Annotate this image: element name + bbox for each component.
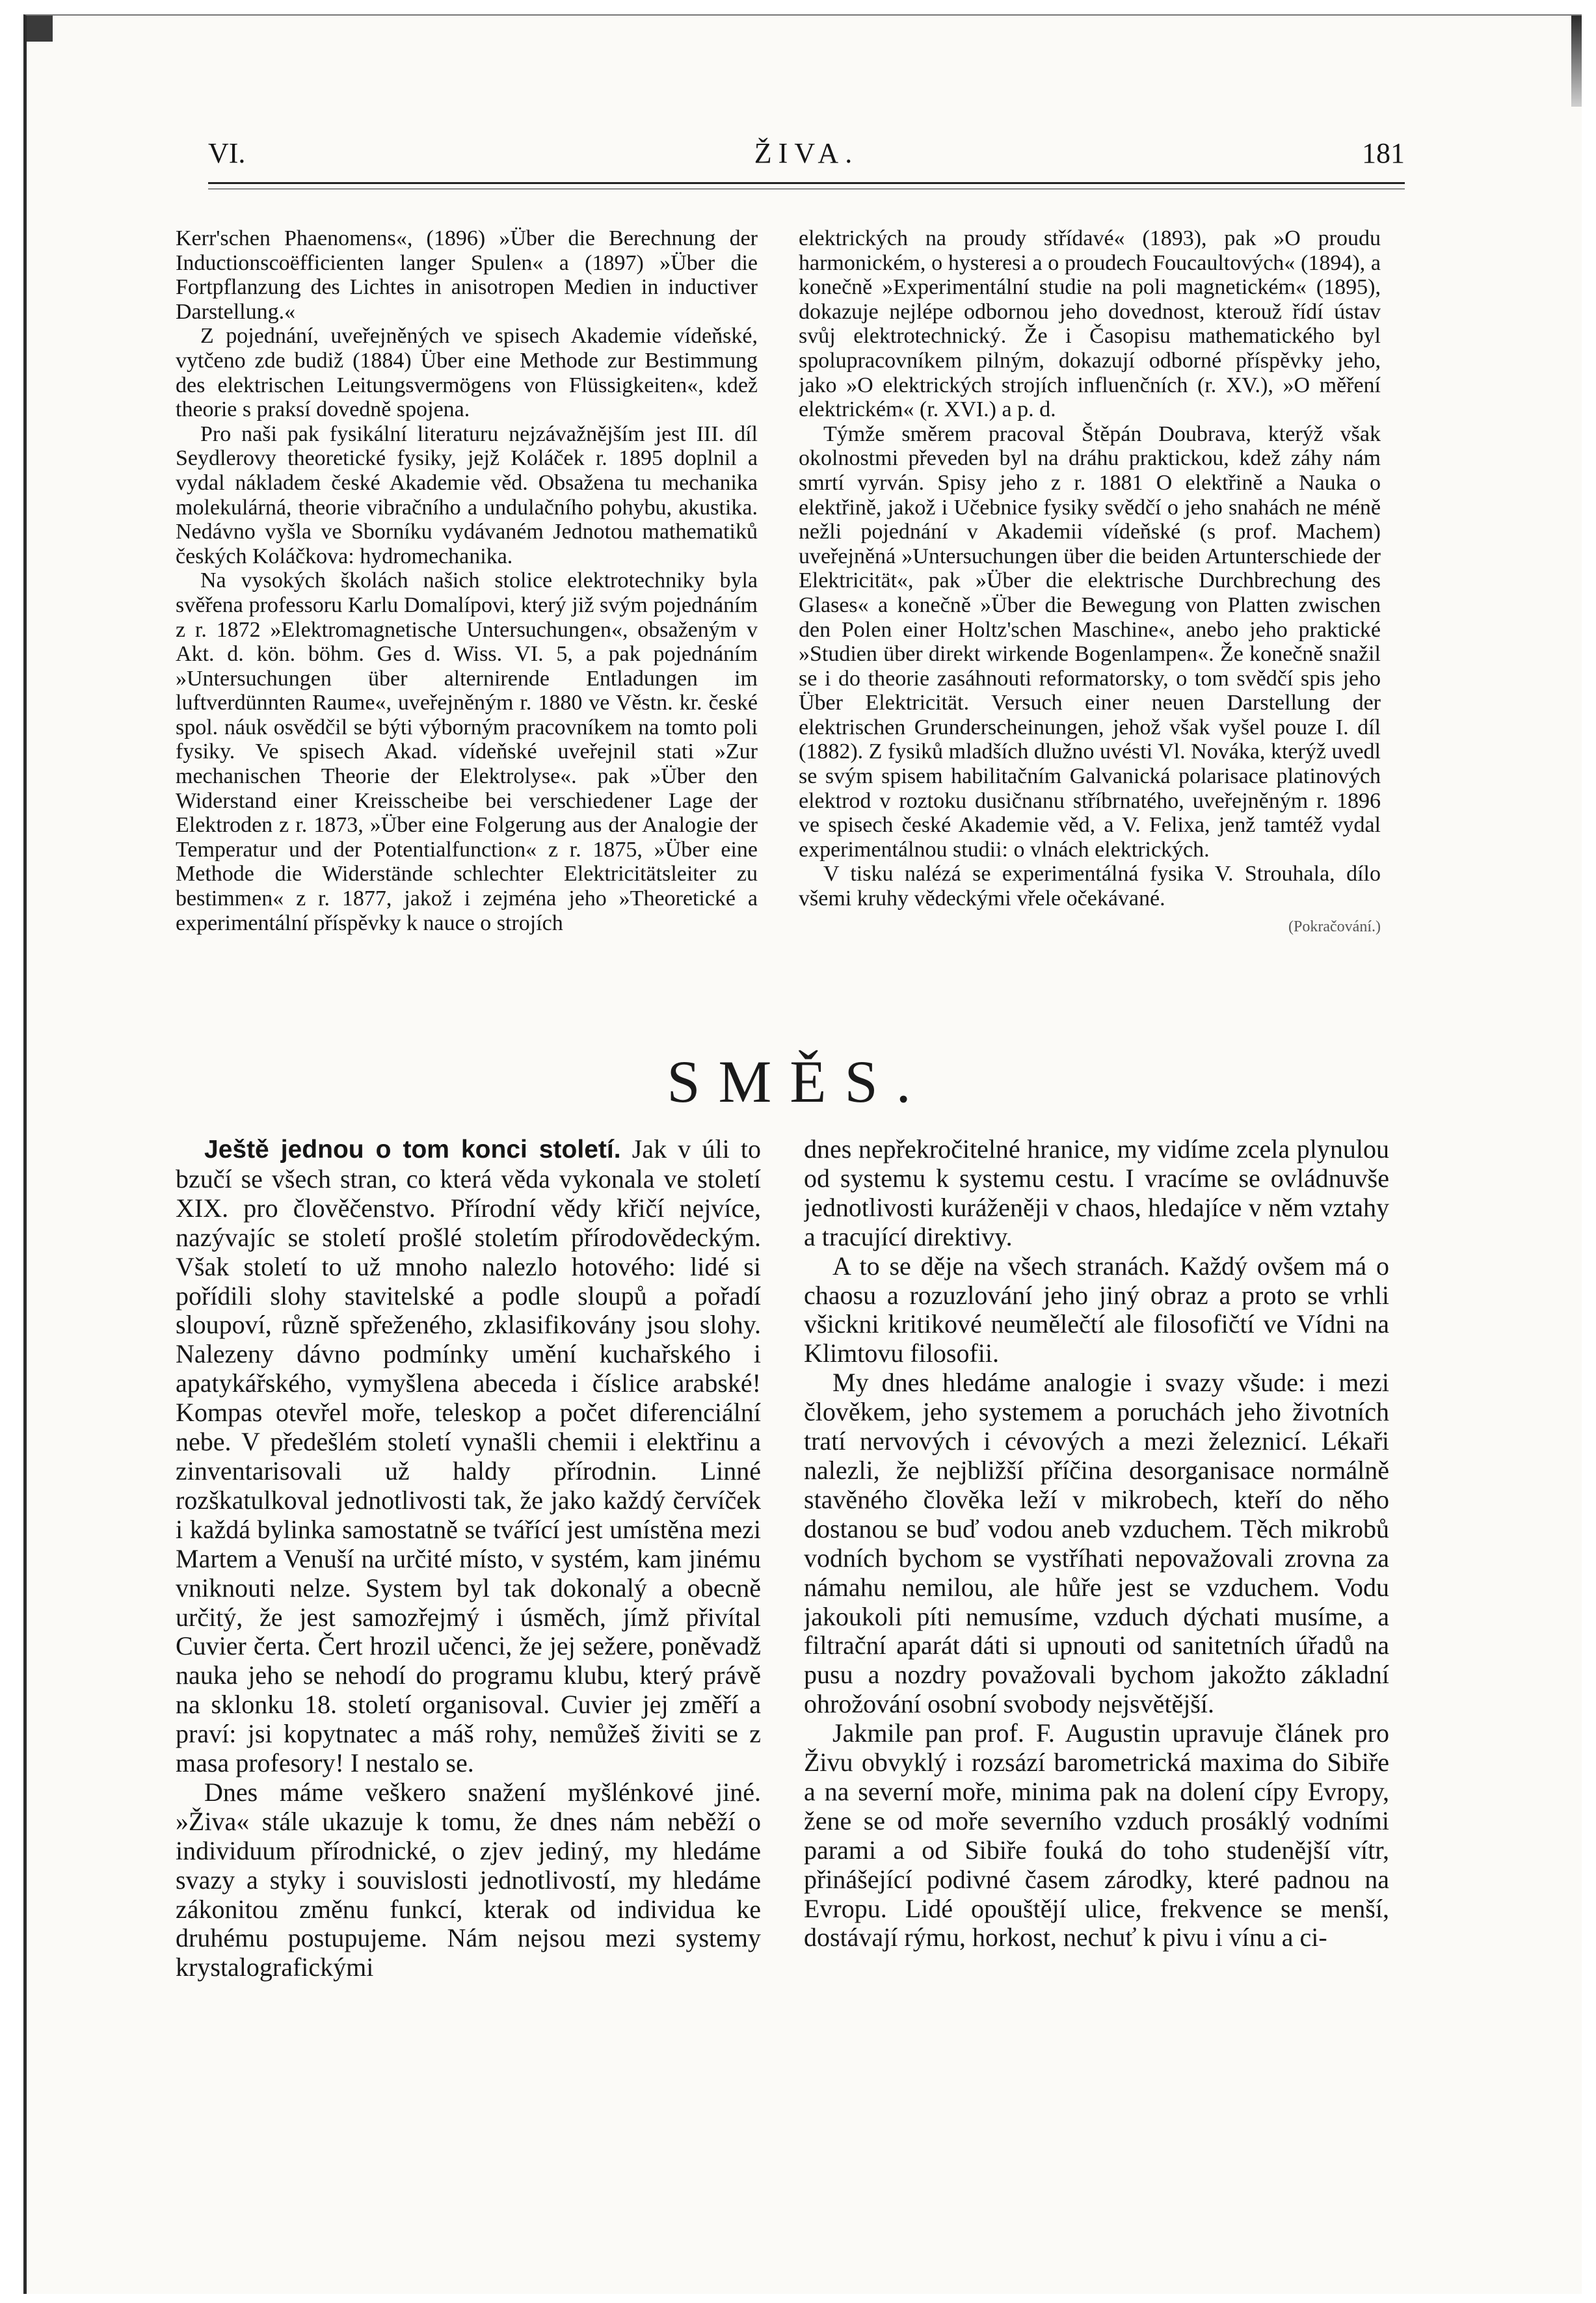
paragraph: Pro naši pak fysikální literaturu nejzávažnějším jest III. díl Seydlerovy theoretické fysiky, jejž Koláček r. 1895 doplnil a vydal nákladem české Akademie věd. Obsažena tu mechanika molekulárná, theorie vibračního a undulačního pohybu, akustika. Nedávno vyšla ve Sborníku vydávaném Jednotou mathematiků českých Koláčkova: hydromechanika.: [176, 421, 758, 568]
paragraph: V tisku nalézá se experimentálná fysika V. Strouhala, dílo všemi kruhy vědeckými vřele očekávané.: [799, 862, 1381, 911]
paragraph: elektrických na proudy střídavé« (1893), pak »O proudu harmonickém, o hysteresi a o proudech Foucaultových« (1894), a konečně »Experimentální studie na poli magnetickém« (1895), dokazuje nejlépe odbornou jeho dovednost, kterouž řídí ústav svůj elektrotechnický. Že i Časopisu mathematického byl spolupracovníkem pilným, dokazují odborné příspěvky jeho, jako »O elektrických strojích influenčních (r. XV.), »O měření elektrickém« (r. XVI.) a p. d.: [799, 226, 1381, 422]
scan-edge-mark: [27, 16, 53, 42]
header-rule: [208, 182, 1405, 184]
scan-edge-shadow: [1571, 16, 1582, 107]
paragraph: Z pojednání, uveřejněných ve spisech Akademie vídeňské, vytčeno zde budiž (1884) Über eine Methode zur Bestimmung des elektrischen Leitungsvermögens von Flüssigkeiten«, kdež theorie s praksí dovedně spojena.: [176, 324, 758, 422]
paragraph: dnes nepřekročitelné hranice, my vidíme zcela plynulou od systemu k systemu cestu. I vracíme se ovládnuvše jednotlivosti kuráženěji v chaos, hledajíce v něm vztahy a tracující direktivy.: [804, 1135, 1389, 1251]
paragraph: Dnes máme veškero snažení myšlénkové jiné. »Živa« stále ukazuje k tomu, že dnes nám neběží o individuum přírodnické, o zjev jediný, my hledáme svazy a styky i souvislosti jednotlivostí, my hledáme zákonitou změnu funkcí, kterak od individua ke druhému postupujeme. Nám nejsou mezi systemy krystalografickými: [176, 1777, 761, 1982]
paragraph: Kerr'schen Phaenomens«, (1896) »Über die Berechnung der Inductionscoëfficienten langer Spulen« a (1897) »Über die Fortpflanzung des Lichtes in anisotropen Medien in inductiver Darstellung.«: [176, 226, 758, 324]
article2-left-column: [176, 1135, 761, 2084]
running-header: [208, 137, 1405, 176]
paragraph: My dnes hledáme analogie i svazy všude: i mezi člověkem, jeho systemem a poruchách jeho životních tratí nervových i cévových a mezi železnicí. Lékaři nalezli, že nejbližší příčina desorganisace normálně stavěného člověka leží v mikrobech, kteří do něho dostanou se buď vodou aneb vzduchem. Těch mikrobů vodních bychom se vystříhati nepovažovali zrovna za námahu nemilou, ale hůře jest se vzduchem. Vodu jakoukoli píti nemusíme, vzduch dýchati musíme, a filtrační aparát dáti si upnouti od sanitetních úřadů na pusu a nozdry považovali bychom jakožto základní ohrožování osobní svobody nejsvětější.: [804, 1368, 1389, 1719]
article-heading: Ještě jednou o tom konci století.: [204, 1136, 621, 1164]
article1-right-column: [799, 226, 1381, 987]
paragraph-text: Jak v úli to bzučí se všech stran, co která věda vykonala ve století XIX. pro člověčenstvo. Přírodní vědy křičí nejvíce, nazývajíc se století prošlé stoletím přírodovědeckým. Však století to už mnoho nalezlo hotového: lidé si pořídili slohy stavitelské a podle sloupů a pořadí sloupoví, různě spřeženého, zklasifikovány jsou slohy. Nalezeny dávno podmínky umění kuchařského i apatykářského, vymyšlena abeceda i číslice arabské! Kompas otevřel moře, teleskop a počet diferenciální nebe. V předešlém století vynašli chemii i elektřinu a zinventarisovali už haldy přírodnin. Linné rozškatulkoval jednotlivosti tak, že jako každý červíček i každá bylinka samostatně se tvářící jest umístěna mezi Martem a Venuší na určité místo, v systém, kam jinému vniknouti nelze. System byl tak dokonalý a obecně určitý, že jest samozřejmý i úsměch, jímž přivítal Cuvier čerta. Čert hrozil učenci, že jej sežere, poněvadž nauka jeho se nehodí do programu klubu, který právě na sklonku 18. století organisoval. Cuvier jej změří a praví: jsi kopytnatec a máš rohy, nemůžeš živiti se z masa profesory! I nestalo se.: [176, 1135, 761, 1778]
paragraph: A to se děje na všech stranách. Každý ovšem má o chaosu a rozuzlování jeho jiný obraz a proto se vrhli všickni kritikové neumělečtí ale filosofičtí ve Vídni na Klimtovu filosofii.: [804, 1251, 1389, 1368]
volume-number: VI.: [208, 137, 246, 169]
journal-title: ŽIVA.: [754, 137, 859, 169]
article2-right-column: [804, 1135, 1389, 2084]
paragraph: Týmže směrem pracoval Štěpán Doubrava, kterýž však okolnostmi převeden byl na dráhu praktickou, kdež záhy nám smrtí vyrván. Spisy jeho z r. 1881 O elektřině a Nauka o elektřině, jakož i Učebnice fysiky svědčí o jeho snahách ne méně nežli pojednání v Akademii vídeňské (s prof. Machem) uveřejněná »Untersuchungen über die beiden Artunterschiede der Elektricität«, pak »Über die elektrische Durchbrechung des Glases« a konečně »Über die Bewegung von Platten zwischen den Polen einer Holtz'schen Maschine«, anebo jeho praktické »Studien über direkt wirkende Bogenlampen«. Že konečně snažil se i do theorie zasáhnouti reformatorsky, o tom svědčí spis jeho Über Elektricität. Versuch einer neuen Darstellung der elektrischen Grunderscheinungen, jehož však vyšel pouze I. díl (1882). Z fysiků mladších dlužno uvésti Vl. Nováka, kterýž uvedl se svým spisem habilitačním Galvanická polarisace platinových elektrod v roztoku dusičnanu stříbrnatého, uveřejněným r. 1896 ve spisech české Akademie věd, a V. Felixa, jenž tamtéž vydal experimentálnou studii: o vlnách elektrických.: [799, 421, 1381, 862]
paragraph: Jakmile pan prof. F. Augustin upravuje článek pro Živu obvyklý i rozsází barometrická maxima do Sibiře a na severní moře, minima pak na dolení cípy Evropy, žene se od moře severního vzduch prosáklý vodními parami a od Sibiře fouká do toho studenější vítr, přinášející podivné časem zárodky, které padnou na Evropu. Lidé opouštějí ulice, frekvence se menší, dostávají rýmu, horkost, nechuť k pivu i vínu a ci-: [804, 1718, 1389, 1952]
paragraph: Na vysokých školách našich stolice elektrotechniky byla svěřena professoru Karlu Domalípovi, který již svým pojednáním z r. 1872 »Elektromagnetische Untersuchungen«, obsaženým v Akt. d. kön. böhm. Ges d. Wiss. VI. 5, a pak pojednáním »Untersuchungen über alternirende Entladungen im luftverdünnten Raume«, uveřejněným r. 1880 ve Věstn. kr. české spol. náuk osvědčil se býti výborným pracovníkem na tomto poli fysiky. Ve spisech Akad. vídeňské uveřejnil stati »Zur mechanischen Theorie der Elektrolyse«. pak »Über den Widerstand einer Kreisscheibe bei verschiedener Lage der Elektroden z r. 1873, »Über eine Folgerung aus der Analogie der Temperatur und der Potentialfunction« z r. 1875, »Über eine Methode die Widerstände schlechter Elektricitätsleiter zu bestimmen« z r. 1877, jakož i zejména jeho »Theoretické a experimentální příspěvky k nauce o strojích: [176, 568, 758, 935]
continuation-note: (Pokračování.): [1288, 918, 1381, 935]
article1-left-column: [176, 226, 758, 987]
section-title: SMĚS.: [667, 1048, 929, 1115]
page-number: 181: [1362, 137, 1405, 169]
paragraph: [176, 1135, 761, 1778]
